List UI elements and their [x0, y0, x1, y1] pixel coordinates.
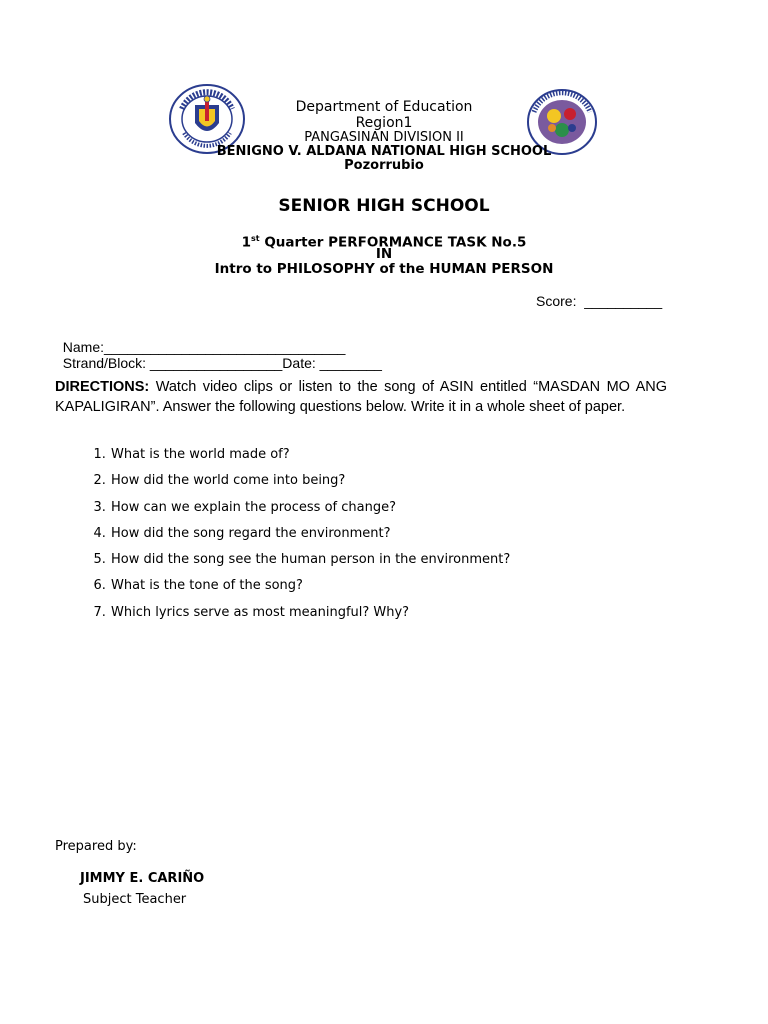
task-in-label: IN — [375, 246, 393, 262]
region-name: Region1 — [355, 115, 413, 131]
directions-label: DIRECTIONS: — [55, 379, 150, 395]
score-field: Score: __________ — [536, 293, 663, 309]
department-name: Department of Education — [295, 99, 473, 115]
page-title: SENIOR HIGH SCHOOL — [278, 196, 490, 216]
teacher-name: JIMMY E. CARIÑO — [80, 871, 205, 886]
teacher-role: Subject Teacher — [83, 892, 187, 907]
list-item: 2. How did the world come into being? — [110, 472, 710, 498]
subject-title: Intro to PHILOSOPHY of the HUMAN PERSON — [214, 261, 554, 277]
question-list — [80, 446, 710, 630]
list-item: 5. How did the song see the human person in the environment? — [110, 551, 710, 577]
directions-paragraph — [55, 377, 667, 417]
directions-text: Watch video clips or listen to the song of ASIN entitled “MASDAN MO ANG KAPALIGIRAN”. Answer the following questions below. Write it in a whole sheet of paper. — [55, 379, 667, 415]
date-field: Date: ________ — [282, 355, 382, 371]
list-item: 7. Which lyrics serve as most meaningful? Why? — [110, 604, 710, 630]
quarter-number: 1 — [241, 234, 252, 251]
list-item: 4. How did the song regard the environment? — [110, 525, 710, 551]
quarter-label: Quarter PERFORMANCE TASK No.5 — [259, 234, 527, 251]
list-item: 6. What is the tone of the song? — [110, 577, 710, 603]
school-name: BENIGNO V. ALDANA NATIONAL HIGH SCHOOL — [216, 144, 552, 159]
list-item: 3. How can we explain the process of change? — [110, 499, 710, 525]
town-name: Pozorrubio — [344, 158, 424, 173]
list-item: 1. What is the world made of? — [110, 446, 710, 472]
strand-field: Strand/Block: _________________ — [62, 355, 283, 371]
student-info-line — [55, 323, 715, 371]
prepared-by-label: Prepared by: — [55, 839, 137, 854]
name-field: Name:_______________________________ — [62, 339, 346, 355]
division-name: PANGASINAN DIVISION II — [304, 130, 464, 145]
quarter-suffix: st — [251, 234, 260, 243]
